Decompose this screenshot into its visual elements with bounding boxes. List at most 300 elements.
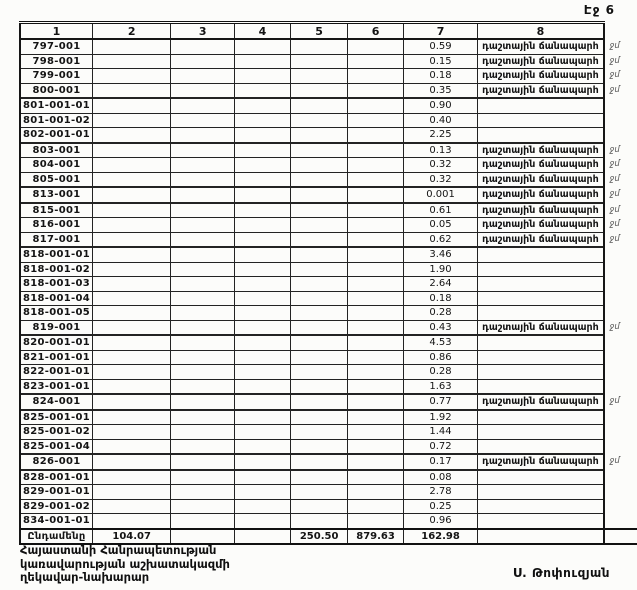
- empty-cell: [348, 54, 403, 69]
- empty-cell: [92, 247, 170, 262]
- empty-cell: [234, 425, 290, 440]
- land-type-cell: դաշտային ճանապարհ: [478, 203, 604, 218]
- row-id-cell: 825-001-02: [20, 425, 92, 440]
- empty-cell: [234, 454, 290, 470]
- empty-cell: [92, 39, 170, 54]
- row-id-cell: 813-001: [20, 187, 92, 203]
- table-row: [20, 172, 637, 187]
- empty-cell: [171, 306, 235, 321]
- area-value-cell: 1.90: [403, 262, 478, 277]
- empty-cell: [92, 394, 170, 410]
- empty-cell: [171, 54, 235, 69]
- row-id-cell: 805-001: [20, 172, 92, 187]
- empty-cell: [171, 247, 235, 262]
- area-value-cell: 0.96: [403, 514, 478, 529]
- area-value-cell: 0.32: [403, 158, 478, 173]
- empty-cell: [234, 54, 290, 69]
- empty-cell: [234, 439, 290, 454]
- empty-cell: [92, 203, 170, 218]
- empty-cell: [92, 485, 170, 500]
- handwritten-margin-note: ջմ: [609, 41, 620, 51]
- land-type-cell: դաշտային ճանապարհ: [478, 39, 604, 54]
- column-header-4: 4: [234, 23, 290, 40]
- empty-cell: [171, 470, 235, 485]
- row-id-cell: 803-001: [20, 143, 92, 158]
- empty-cell: [171, 439, 235, 454]
- empty-cell: [290, 172, 347, 187]
- empty-cell: [92, 350, 170, 365]
- page-number: Էջ 6: [583, 3, 615, 17]
- land-type-cell: [478, 350, 604, 365]
- table-row: [20, 439, 637, 454]
- empty-cell: [290, 410, 347, 425]
- table-row: [20, 113, 637, 128]
- empty-cell: [92, 158, 170, 173]
- row-id-cell: 818-001-01: [20, 247, 92, 262]
- empty-cell: [171, 320, 235, 335]
- row-id-cell: 819-001: [20, 320, 92, 335]
- empty-cell: [290, 187, 347, 203]
- land-type-cell: [478, 410, 604, 425]
- empty-cell: [290, 306, 347, 321]
- table-row: [20, 98, 637, 113]
- area-value-cell: 0.86: [403, 350, 478, 365]
- row-id-cell: 818-001-05: [20, 306, 92, 321]
- margin-spacer: [604, 113, 637, 128]
- table-row: [20, 350, 637, 365]
- empty-cell: [290, 232, 347, 247]
- empty-cell: [92, 499, 170, 514]
- empty-cell: [171, 394, 235, 410]
- empty-cell: [171, 187, 235, 203]
- area-value-cell: 0.25: [403, 499, 478, 514]
- empty-cell: [171, 365, 235, 380]
- row-id-cell: 818-001-02: [20, 262, 92, 277]
- area-value-cell: 1.44: [403, 425, 478, 440]
- empty-cell: [348, 203, 403, 218]
- table-row: [20, 277, 637, 292]
- table-row: [20, 291, 637, 306]
- handwritten-margin-note: ջմ: [609, 219, 620, 230]
- margin-spacer: [604, 350, 637, 365]
- land-type-cell: [478, 291, 604, 306]
- area-value-cell: 2.25: [403, 128, 478, 143]
- empty-cell: [92, 113, 170, 128]
- empty-cell: [348, 335, 403, 350]
- land-type-cell: [478, 379, 604, 394]
- margin-spacer: [604, 410, 637, 425]
- table-row: [20, 410, 637, 425]
- empty-cell: [348, 394, 403, 410]
- empty-cell: [234, 218, 290, 233]
- empty-cell: [171, 350, 235, 365]
- column-header-1: 1: [20, 23, 92, 40]
- area-value-cell: 2.64: [403, 277, 478, 292]
- empty-cell: [290, 113, 347, 128]
- empty-cell: [348, 98, 403, 113]
- margin-spacer: [604, 262, 637, 277]
- margin-spacer: [604, 425, 637, 440]
- row-id-cell: 825-001-01: [20, 410, 92, 425]
- row-id-cell: 821-001-01: [20, 350, 92, 365]
- land-type-cell: [478, 113, 604, 128]
- empty-cell: [92, 187, 170, 203]
- empty-cell: [171, 172, 235, 187]
- empty-cell: [92, 98, 170, 113]
- row-id-cell: 829-001-01: [20, 485, 92, 500]
- margin-spacer: [604, 247, 637, 262]
- empty-cell: [290, 350, 347, 365]
- empty-cell: [171, 514, 235, 529]
- empty-cell: [92, 277, 170, 292]
- table-row: [20, 394, 637, 410]
- area-value-cell: 0.77: [403, 394, 478, 410]
- margin-spacer: [604, 128, 637, 143]
- area-value-cell: 0.90: [403, 98, 478, 113]
- land-type-cell: դաշտային ճանապարհ: [478, 218, 604, 233]
- empty-cell: [92, 232, 170, 247]
- land-type-cell: [478, 365, 604, 380]
- empty-cell: [171, 232, 235, 247]
- empty-cell: [92, 514, 170, 529]
- empty-cell: [234, 247, 290, 262]
- row-id-cell: 826-001: [20, 454, 92, 470]
- row-id-cell: 828-001-01: [20, 470, 92, 485]
- land-type-cell: [478, 306, 604, 321]
- empty-cell: [171, 158, 235, 173]
- empty-cell: [92, 262, 170, 277]
- area-value-cell: 0.32: [403, 172, 478, 187]
- table-row: [20, 218, 637, 233]
- row-id-cell: 799-001: [20, 69, 92, 84]
- empty-cell: [171, 485, 235, 500]
- land-type-cell: [478, 439, 604, 454]
- empty-cell: [290, 83, 347, 98]
- empty-cell: [92, 218, 170, 233]
- empty-cell: [290, 470, 347, 485]
- handwritten-margin-note: ջմ: [609, 144, 620, 155]
- empty-cell: [171, 39, 235, 54]
- empty-cell: [348, 425, 403, 440]
- empty-cell: [234, 379, 290, 394]
- empty-cell: [171, 454, 235, 470]
- empty-cell: [348, 143, 403, 158]
- empty-cell: [290, 203, 347, 218]
- area-value-cell: 0.28: [403, 365, 478, 380]
- area-value-cell: 0.40: [403, 113, 478, 128]
- empty-cell: [234, 262, 290, 277]
- land-type-cell: դաշտային ճանապարհ: [478, 158, 604, 173]
- area-value-cell: 0.18: [403, 69, 478, 84]
- area-value-cell: 0.59: [403, 39, 478, 54]
- footer-line: կառավարության աշխատակազմի: [20, 556, 230, 571]
- row-id-cell: 829-001-02: [20, 499, 92, 514]
- empty-cell: [348, 439, 403, 454]
- empty-cell: [348, 277, 403, 292]
- empty-cell: [290, 143, 347, 158]
- empty-cell: [348, 69, 403, 84]
- table-row: [20, 306, 637, 321]
- empty-cell: [290, 365, 347, 380]
- area-value-cell: 0.18: [403, 291, 478, 306]
- table-row: [20, 320, 637, 335]
- empty-cell: [348, 454, 403, 470]
- row-id-cell: 820-001-01: [20, 335, 92, 350]
- table-row: [20, 365, 637, 380]
- empty-cell: [234, 69, 290, 84]
- table-row: [20, 187, 637, 203]
- land-type-cell: դաշտային ճանապարհ: [478, 172, 604, 187]
- empty-cell: [290, 218, 347, 233]
- empty-cell: [171, 529, 235, 545]
- empty-cell: [92, 172, 170, 187]
- handwritten-margin-note: ջմ: [609, 85, 620, 95]
- footer-line: ղեկավար-նախարար: [20, 570, 150, 584]
- land-type-cell: դաշտային ճանապարհ: [478, 232, 604, 247]
- land-type-cell: [478, 499, 604, 514]
- empty-cell: [92, 320, 170, 335]
- handwritten-margin-note: ջմ: [609, 189, 620, 200]
- empty-cell: [478, 529, 604, 545]
- empty-cell: [290, 69, 347, 84]
- parcel-table: [19, 21, 637, 545]
- column-header-6: 6: [348, 23, 403, 40]
- land-type-cell: դաշտային ճանապարհ: [478, 83, 604, 98]
- handwritten-margin-note: ջմ: [609, 234, 620, 244]
- empty-cell: [234, 306, 290, 321]
- empty-cell: [92, 54, 170, 69]
- empty-cell: [348, 514, 403, 529]
- empty-cell: [92, 365, 170, 380]
- table-row: [20, 247, 637, 262]
- area-value-cell: 1.92: [403, 410, 478, 425]
- table-row: [20, 514, 637, 529]
- area-value-cell: 0.08: [403, 470, 478, 485]
- area-value-cell: 0.05: [403, 218, 478, 233]
- land-type-cell: [478, 247, 604, 262]
- empty-cell: [348, 499, 403, 514]
- row-id-cell: 801-001-01: [20, 98, 92, 113]
- empty-cell: [234, 320, 290, 335]
- total-col6-cell: 879.63: [348, 529, 403, 545]
- total-col2-cell: 104.07: [92, 529, 170, 545]
- total-col5-cell: 250.50: [290, 529, 347, 545]
- empty-cell: [234, 113, 290, 128]
- row-id-cell: 834-001-01: [20, 514, 92, 529]
- table-row: [20, 203, 637, 218]
- table-row: [20, 128, 637, 143]
- margin-spacer: [604, 277, 637, 292]
- margin-spacer: [604, 499, 637, 514]
- empty-cell: [234, 158, 290, 173]
- empty-cell: [348, 291, 403, 306]
- land-type-cell: [478, 98, 604, 113]
- empty-cell: [171, 262, 235, 277]
- handwritten-margin-note: ջմ: [609, 174, 620, 184]
- table-row: [20, 470, 637, 485]
- header-row: [20, 23, 637, 40]
- land-type-cell: [478, 262, 604, 277]
- land-type-cell: [478, 485, 604, 500]
- margin-spacer: [604, 291, 637, 306]
- column-header-3: 3: [171, 23, 235, 40]
- margin-spacer: [604, 306, 637, 321]
- empty-cell: [348, 39, 403, 54]
- row-id-cell: 817-001: [20, 232, 92, 247]
- empty-cell: [171, 410, 235, 425]
- empty-cell: [234, 277, 290, 292]
- handwritten-margin-note: ջմ: [609, 456, 620, 467]
- margin-spacer: [604, 439, 637, 454]
- signature-name: Ս. Թոփուզյան: [512, 566, 610, 580]
- land-type-cell: [478, 335, 604, 350]
- land-type-cell: դաշտային ճանապարհ: [478, 187, 604, 203]
- column-header-7: 7: [403, 23, 478, 40]
- row-id-cell: 824-001: [20, 394, 92, 410]
- table-row: [20, 54, 637, 69]
- empty-cell: [290, 277, 347, 292]
- empty-cell: [171, 277, 235, 292]
- handwritten-margin-note: ջմ: [609, 70, 620, 81]
- area-value-cell: 0.13: [403, 143, 478, 158]
- empty-cell: [290, 379, 347, 394]
- empty-cell: [234, 485, 290, 500]
- land-type-cell: [478, 514, 604, 529]
- empty-cell: [290, 128, 347, 143]
- empty-cell: [348, 365, 403, 380]
- empty-cell: [171, 69, 235, 84]
- empty-cell: [290, 39, 347, 54]
- empty-cell: [348, 350, 403, 365]
- land-type-cell: դաշտային ճանապարհ: [478, 143, 604, 158]
- row-id-cell: 815-001: [20, 203, 92, 218]
- table-row: [20, 158, 637, 173]
- empty-cell: [348, 113, 403, 128]
- table-row: [20, 485, 637, 500]
- column-header-8: 8: [478, 23, 604, 40]
- empty-cell: [348, 320, 403, 335]
- margin-spacer: [604, 23, 637, 40]
- table-row: [20, 335, 637, 350]
- margin-spacer: [604, 379, 637, 394]
- handwritten-margin-note: ջմ: [609, 159, 620, 170]
- empty-cell: [92, 454, 170, 470]
- empty-cell: [171, 335, 235, 350]
- empty-cell: [92, 410, 170, 425]
- empty-cell: [171, 203, 235, 218]
- empty-cell: [348, 262, 403, 277]
- empty-cell: [290, 98, 347, 113]
- area-value-cell: 0.001: [403, 187, 478, 203]
- totals-label-cell: Ընդամենը: [20, 529, 92, 545]
- empty-cell: [171, 218, 235, 233]
- land-type-cell: դաշտային ճանապարհ: [478, 54, 604, 69]
- empty-cell: [234, 499, 290, 514]
- empty-cell: [92, 470, 170, 485]
- empty-cell: [348, 158, 403, 173]
- margin-spacer: [604, 365, 637, 380]
- row-id-cell: 818-001-03: [20, 277, 92, 292]
- row-id-cell: 825-001-04: [20, 439, 92, 454]
- empty-cell: [290, 158, 347, 173]
- empty-cell: [234, 187, 290, 203]
- empty-cell: [92, 291, 170, 306]
- empty-cell: [234, 291, 290, 306]
- margin-spacer: [604, 529, 637, 545]
- empty-cell: [234, 410, 290, 425]
- empty-cell: [234, 232, 290, 247]
- empty-cell: [348, 379, 403, 394]
- empty-cell: [92, 335, 170, 350]
- area-value-cell: 0.28: [403, 306, 478, 321]
- empty-cell: [234, 470, 290, 485]
- empty-cell: [290, 514, 347, 529]
- empty-cell: [290, 335, 347, 350]
- area-value-cell: 0.35: [403, 83, 478, 98]
- empty-cell: [234, 98, 290, 113]
- empty-cell: [171, 98, 235, 113]
- land-type-cell: դաշտային ճանապարհ: [478, 69, 604, 84]
- empty-cell: [171, 128, 235, 143]
- empty-cell: [92, 143, 170, 158]
- table-row: [20, 232, 637, 247]
- empty-cell: [348, 247, 403, 262]
- empty-cell: [348, 128, 403, 143]
- empty-cell: [234, 39, 290, 54]
- land-type-cell: [478, 470, 604, 485]
- handwritten-margin-note: ջմ: [609, 204, 620, 215]
- empty-cell: [92, 439, 170, 454]
- empty-cell: [171, 113, 235, 128]
- empty-cell: [290, 485, 347, 500]
- empty-cell: [234, 394, 290, 410]
- row-id-cell: 798-001: [20, 54, 92, 69]
- empty-cell: [348, 306, 403, 321]
- total-col7-cell: 162.98: [403, 529, 478, 545]
- empty-cell: [348, 470, 403, 485]
- area-value-cell: 1.63: [403, 379, 478, 394]
- empty-cell: [348, 410, 403, 425]
- row-id-cell: 818-001-04: [20, 291, 92, 306]
- empty-cell: [234, 203, 290, 218]
- table-row: [20, 83, 637, 98]
- column-header-2: 2: [92, 23, 170, 40]
- empty-cell: [92, 69, 170, 84]
- empty-cell: [290, 439, 347, 454]
- empty-cell: [290, 320, 347, 335]
- empty-cell: [348, 218, 403, 233]
- empty-cell: [290, 54, 347, 69]
- handwritten-margin-note: ջմ: [609, 322, 620, 332]
- table-row: [20, 143, 637, 158]
- row-id-cell: 822-001-01: [20, 365, 92, 380]
- empty-cell: [290, 499, 347, 514]
- empty-cell: [171, 83, 235, 98]
- handwritten-margin-note: ջմ: [609, 55, 620, 66]
- empty-cell: [171, 143, 235, 158]
- empty-cell: [348, 187, 403, 203]
- area-value-cell: 3.46: [403, 247, 478, 262]
- row-id-cell: 823-001-01: [20, 379, 92, 394]
- empty-cell: [290, 425, 347, 440]
- land-type-cell: [478, 277, 604, 292]
- table-row: [20, 454, 637, 470]
- totals-row: [20, 529, 637, 545]
- empty-cell: [234, 172, 290, 187]
- table-row: [20, 69, 637, 84]
- row-id-cell: 804-001: [20, 158, 92, 173]
- table-row: [20, 499, 637, 514]
